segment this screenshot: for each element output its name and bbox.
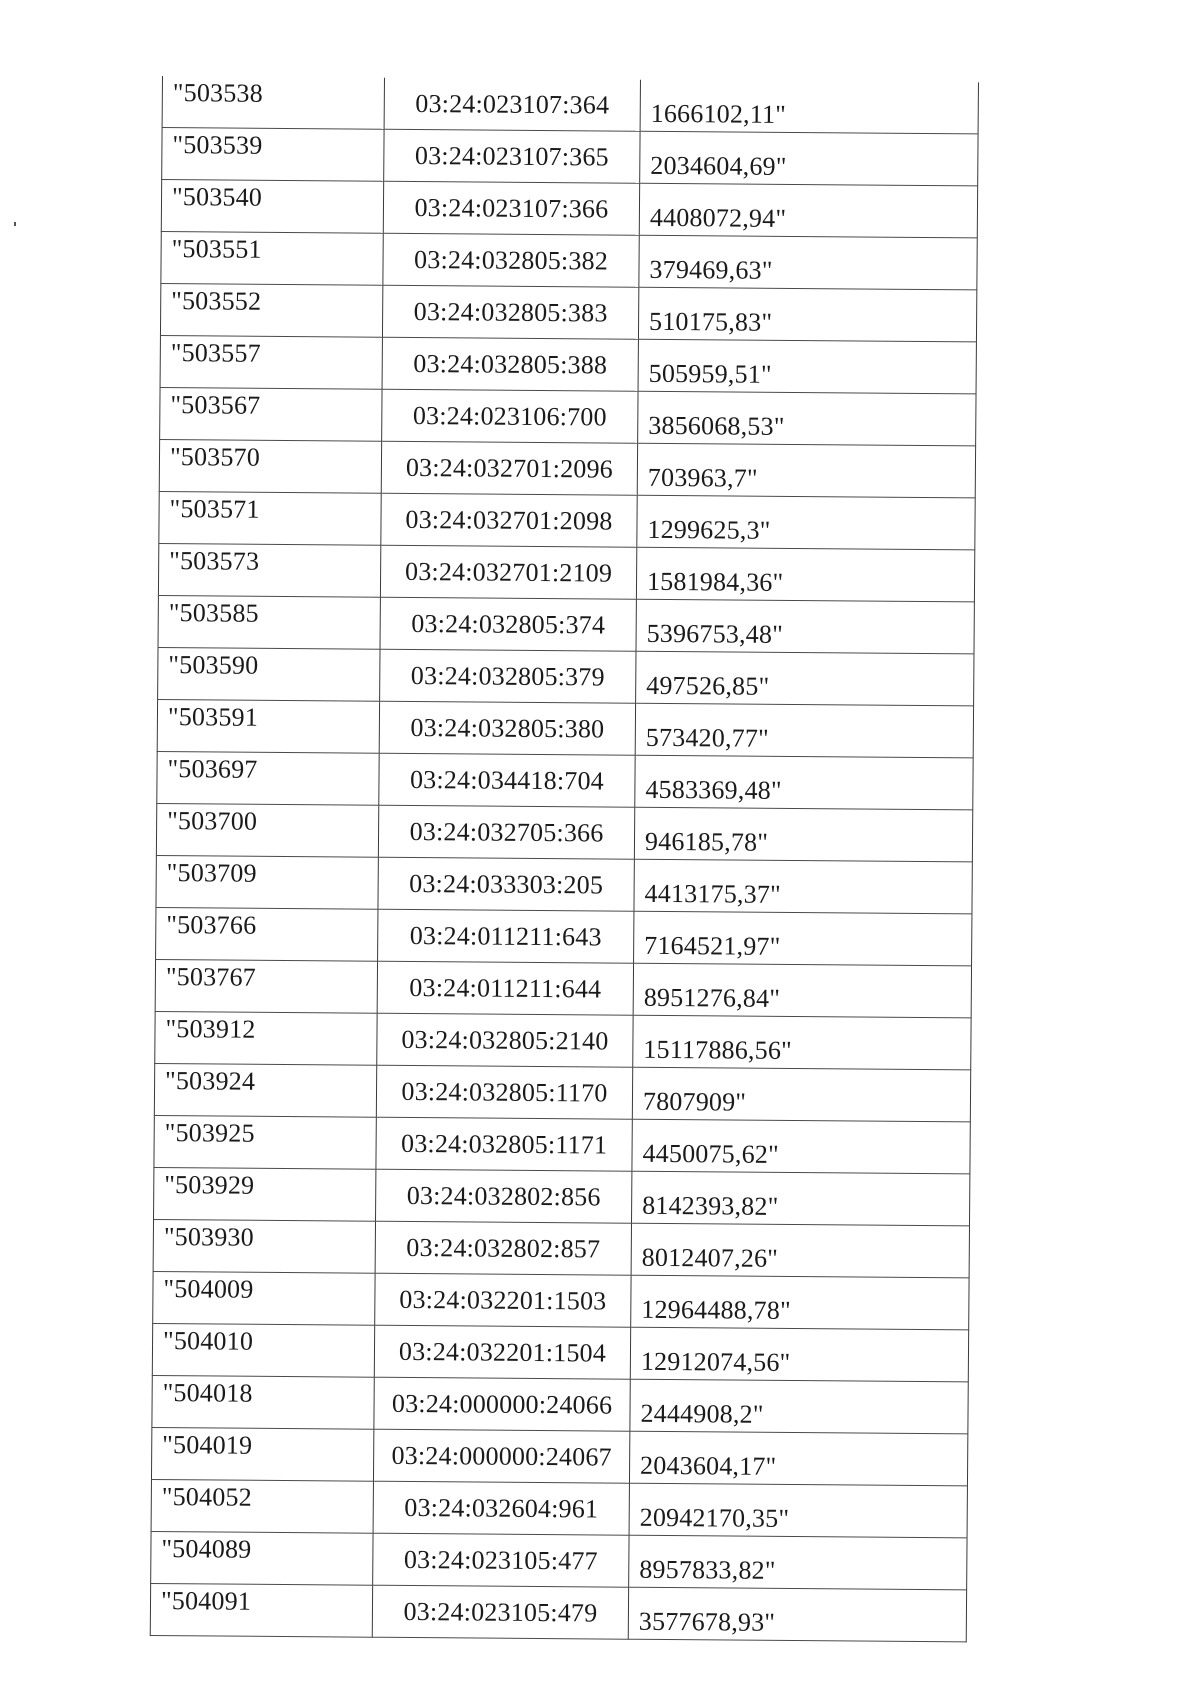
value-cell: 703963,7" — [637, 443, 975, 498]
table-row — [151, 1479, 967, 1537]
value-cell: 4583369,48" — [635, 755, 973, 810]
value-cell: 15117886,56" — [633, 1015, 971, 1070]
cadastral-number-cell: 03:24:032201:1503 — [375, 1273, 631, 1327]
row-id-cell: "504009 — [153, 1271, 375, 1325]
cadastral-number-cell: 03:24:023107:366 — [383, 181, 639, 235]
row-id-cell: "503570 — [159, 439, 381, 493]
value-cell: 946185,78" — [634, 807, 972, 862]
cadastral-number-cell: 03:24:032701:2098 — [381, 493, 637, 547]
value-cell: 2034604,69" — [640, 131, 978, 186]
cadastral-number-cell: 03:24:032701:2096 — [381, 441, 637, 495]
cadastral-number-cell: 03:24:023106:700 — [382, 389, 638, 443]
table-row — [154, 1115, 970, 1173]
value-cell: 8012407,26" — [631, 1223, 969, 1278]
row-id-cell: "504089 — [151, 1531, 373, 1585]
cadastral-number-cell: 03:24:034418:704 — [379, 753, 635, 807]
row-id-cell: "503552 — [160, 283, 382, 337]
row-id-cell: "503571 — [159, 491, 381, 545]
row-id-cell: "503925 — [154, 1115, 376, 1169]
table-row — [160, 387, 976, 445]
row-id-cell: "503700 — [156, 803, 378, 857]
scan-speck — [14, 222, 16, 226]
row-id-cell: "503585 — [158, 595, 380, 649]
row-id-cell: "503539 — [162, 128, 384, 182]
registry-table — [150, 76, 979, 1642]
value-cell: 379469,63" — [639, 235, 977, 290]
value-cell: 505959,51" — [638, 339, 976, 394]
row-id-cell: "503709 — [156, 855, 378, 909]
cadastral-number-cell: 03:24:023105:479 — [372, 1585, 628, 1639]
table-row — [155, 959, 971, 1017]
table-row — [150, 1583, 966, 1641]
row-id-cell: "503557 — [160, 335, 382, 389]
row-id-cell: "503912 — [155, 1011, 377, 1065]
cadastral-number-cell: 03:24:032802:857 — [375, 1221, 631, 1275]
row-id-cell: "503929 — [154, 1167, 376, 1221]
row-id-cell: "504019 — [151, 1427, 373, 1481]
value-cell: 8957833,82" — [629, 1535, 967, 1590]
table-row — [152, 1375, 968, 1433]
cadastral-number-cell: 03:24:032802:856 — [376, 1169, 632, 1223]
row-id-cell: "503924 — [154, 1063, 376, 1117]
value-cell: 573420,77" — [635, 703, 973, 758]
cadastral-number-cell: 03:24:023105:477 — [373, 1533, 629, 1587]
row-id-cell: "503567 — [160, 387, 382, 441]
value-cell: 2444908,2" — [630, 1379, 968, 1434]
value-cell: 1299625,3" — [637, 495, 975, 550]
cadastral-number-cell: 03:24:032805:379 — [380, 649, 636, 703]
table-row — [154, 1063, 970, 1121]
table-row — [155, 1011, 971, 1069]
table-row — [159, 491, 975, 549]
table-row — [151, 1427, 967, 1485]
cadastral-number-cell: 03:24:032201:1504 — [374, 1325, 630, 1379]
value-cell: 1581984,36" — [636, 547, 974, 602]
value-cell: 7164521,97" — [634, 911, 972, 966]
value-cell: 3577678,93" — [628, 1587, 966, 1642]
row-id-cell: "504010 — [152, 1323, 374, 1377]
cadastral-number-cell: 03:24:032805:382 — [383, 233, 639, 287]
value-cell: 8142393,82" — [632, 1171, 970, 1226]
table-row — [153, 1271, 969, 1329]
value-cell: 5396753,48" — [636, 599, 974, 654]
value-cell: 8951276,84" — [633, 963, 971, 1018]
cadastral-number-cell: 03:24:032701:2109 — [380, 545, 636, 599]
table-row — [154, 1167, 970, 1225]
table-row — [157, 699, 973, 757]
registry-table-wrap — [150, 76, 978, 1642]
cadastral-number-cell: 03:24:032805:380 — [379, 701, 635, 755]
table-row — [156, 803, 972, 861]
row-id-cell: "503591 — [157, 699, 379, 753]
cadastral-number-cell: 03:24:032705:366 — [378, 805, 634, 859]
cadastral-number-cell: 03:24:023107:365 — [384, 129, 640, 183]
row-id-cell: "503538 — [162, 76, 384, 129]
cadastral-number-cell: 03:24:023107:364 — [384, 78, 640, 132]
table-row — [161, 180, 977, 238]
value-cell: 12912074,56" — [630, 1327, 968, 1382]
cadastral-number-cell: 03:24:032604:961 — [373, 1481, 629, 1535]
row-id-cell: "504018 — [152, 1375, 374, 1429]
table-row — [162, 76, 978, 134]
row-id-cell: "504052 — [151, 1479, 373, 1533]
table-row — [159, 439, 975, 497]
cadastral-number-cell: 03:24:033303:205 — [378, 857, 634, 911]
table-row — [158, 595, 974, 653]
value-cell: 2043604,17" — [629, 1431, 967, 1486]
cadastral-number-cell: 03:24:032805:383 — [382, 285, 638, 339]
cadastral-number-cell: 03:24:011211:643 — [378, 909, 634, 963]
cadastral-number-cell: 03:24:011211:644 — [377, 961, 633, 1015]
value-cell: 7807909" — [632, 1067, 970, 1122]
row-id-cell: "503551 — [161, 231, 383, 285]
value-cell: 4450075,62" — [632, 1119, 970, 1174]
value-cell: 3856068,53" — [638, 391, 976, 446]
value-cell: 497526,85" — [636, 651, 974, 706]
cadastral-number-cell: 03:24:032805:1171 — [376, 1117, 632, 1171]
row-id-cell: "503573 — [158, 543, 380, 597]
value-cell: 12964488,78" — [631, 1275, 969, 1330]
cadastral-number-cell: 03:24:000000:24067 — [373, 1429, 629, 1483]
table-row — [162, 128, 978, 186]
row-id-cell: "503930 — [153, 1219, 375, 1273]
value-cell: 4413175,37" — [634, 859, 972, 914]
table-row — [158, 543, 974, 601]
row-id-cell: "503697 — [157, 751, 379, 805]
table-row — [151, 1531, 967, 1589]
table-row — [156, 855, 972, 913]
value-cell: 1666102,11" — [640, 80, 978, 134]
cadastral-number-cell: 03:24:000000:24066 — [374, 1377, 630, 1431]
table-row — [158, 647, 974, 705]
value-cell: 4408072,94" — [639, 183, 977, 238]
registry-table-body — [150, 76, 978, 1642]
row-id-cell: "504091 — [150, 1583, 372, 1637]
row-id-cell: "503540 — [161, 180, 383, 234]
table-row — [161, 231, 977, 289]
cadastral-number-cell: 03:24:032805:1170 — [376, 1065, 632, 1119]
value-cell: 20942170,35" — [629, 1483, 967, 1538]
cadastral-number-cell: 03:24:032805:2140 — [377, 1013, 633, 1067]
row-id-cell: "503767 — [155, 959, 377, 1013]
table-row — [160, 283, 976, 341]
cadastral-number-cell: 03:24:032805:388 — [382, 337, 638, 391]
cadastral-number-cell: 03:24:032805:374 — [380, 597, 636, 651]
table-row — [157, 751, 973, 809]
table-row — [160, 335, 976, 393]
row-id-cell: "503590 — [158, 647, 380, 701]
value-cell: 510175,83" — [638, 287, 976, 342]
row-id-cell: "503766 — [156, 907, 378, 961]
table-row — [156, 907, 972, 965]
table-row — [153, 1219, 969, 1277]
table-row — [152, 1323, 968, 1381]
